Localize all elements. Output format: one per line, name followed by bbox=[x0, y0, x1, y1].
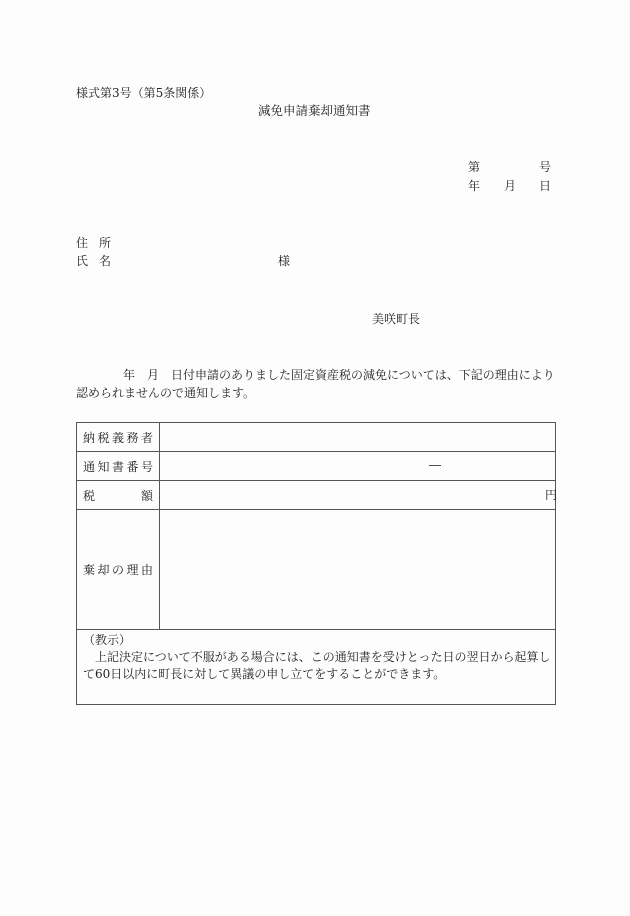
table-row-tax-amount bbox=[77, 481, 558, 510]
instruction-line-2: て60日以内に町長に対して異議の申し立てをすることができます。 bbox=[83, 667, 446, 681]
address-label-2: 所 bbox=[99, 236, 112, 250]
date-day: 日 bbox=[539, 179, 552, 193]
taxpayer-value bbox=[160, 423, 555, 451]
body-line-2: 認められませんので通知します。 bbox=[76, 386, 256, 400]
table-row-taxpayer bbox=[77, 423, 555, 452]
form-number: 様式第3号（第5条関係） bbox=[76, 86, 212, 100]
name-label-2: 名 bbox=[99, 254, 112, 268]
instruction-notice bbox=[77, 630, 555, 704]
instruction-heading: （教示） bbox=[83, 633, 132, 647]
table-row-reason bbox=[77, 510, 555, 630]
number-suffix: 号 bbox=[539, 160, 552, 174]
body-line-1: 年 月 日付申請のありました固定資産税の減免については、下記の理由により bbox=[123, 368, 555, 382]
reason-label: 棄 却 の 理 由 bbox=[77, 510, 160, 629]
taxpayer-label: 納 税 義 務 者 bbox=[77, 423, 160, 451]
honorific: 様 bbox=[278, 254, 291, 268]
tax-amount-label: 税 額 bbox=[77, 481, 160, 509]
document-title: 減免申請棄却通知書 bbox=[258, 103, 371, 118]
name-label-1: 氏 bbox=[76, 254, 89, 268]
notice-number-label: 通 知 書 番 号 bbox=[77, 452, 160, 480]
table-row-notice-number bbox=[77, 452, 555, 481]
instruction-line-1: 上記決定について不服がある場合には、この通知書を受けとった日の翌日から起算し bbox=[83, 650, 551, 664]
notice-table bbox=[76, 422, 556, 705]
issuer: 美咲町長 bbox=[372, 312, 421, 326]
address-label-1: 住 bbox=[76, 236, 89, 250]
number-prefix: 第 bbox=[468, 160, 481, 174]
date-month: 月 bbox=[504, 179, 517, 193]
date-year: 年 bbox=[468, 179, 481, 193]
reason-value bbox=[160, 510, 555, 629]
tax-amount-value: 円 bbox=[545, 488, 558, 502]
notice-number-value: ― bbox=[429, 458, 441, 472]
